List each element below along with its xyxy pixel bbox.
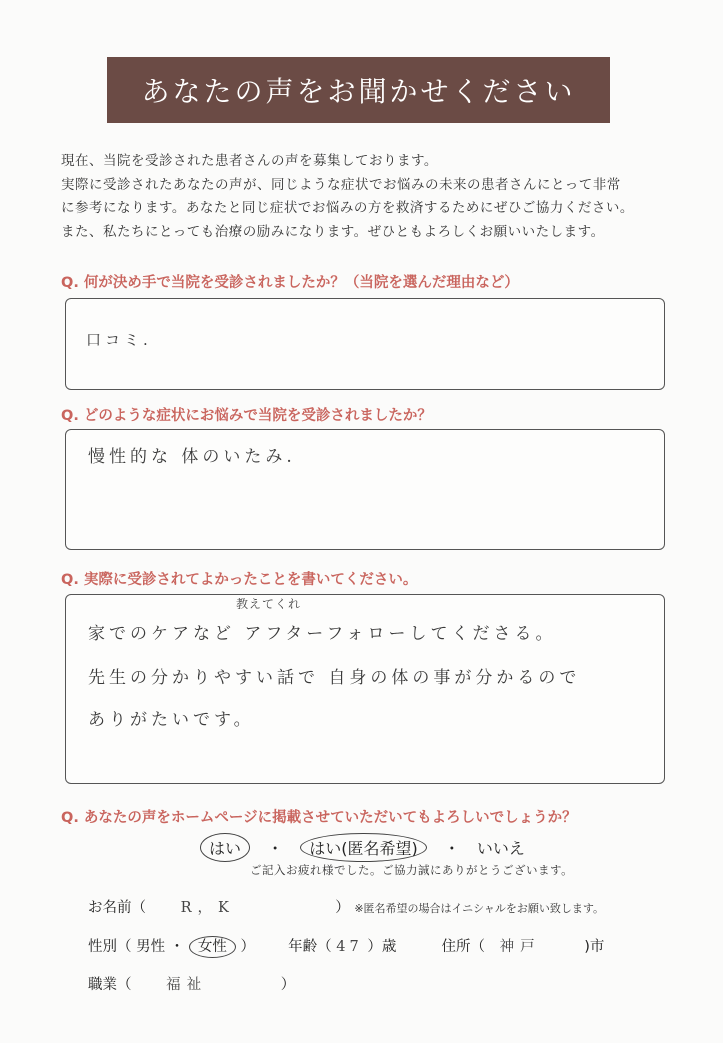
job-label: 職業（: [88, 977, 132, 993]
name-value[interactable]: R，K: [180, 900, 235, 916]
gender-option-male[interactable]: 男性: [136, 939, 166, 955]
answer-3-line-1: 家でのケアなど アフターフォローしてくださる。: [88, 624, 557, 644]
intro-line: 現在、当院を受診された患者さんの声を募集しております。: [61, 153, 438, 169]
job-close: ）: [280, 977, 296, 993]
question-1-label: Q. 何が決め手で当院を受診されましたか？（当院を選んだ理由など）: [61, 275, 519, 291]
question-3-label: Q. 実際に受診されてよかったことを書いてください。: [61, 572, 418, 588]
intro-line: に参考になります。あなたと同じ症状でお悩みの方を救済するためにぜひご協力ください。: [61, 200, 634, 216]
answer-3-line-2: 先生の分かりやすい話で 自身の体の事が分かるので: [88, 668, 581, 688]
consent-options: [200, 833, 525, 862]
question-2-label: Q. どのような症状にお悩みで当院を受診されましたか？: [61, 408, 432, 424]
age-close: ）歳: [367, 939, 397, 955]
address-label: 住所（: [441, 939, 486, 955]
job-value[interactable]: 福祉: [166, 977, 208, 993]
intro-text: [61, 150, 681, 244]
gender-close: ）: [240, 939, 255, 955]
consent-option-yes[interactable]: はい: [200, 833, 250, 862]
intro-line: また、私たちにとっても治療の励みになります。ぜひともよろしくお願いいたします。: [61, 223, 605, 240]
page-title-banner: [107, 57, 610, 123]
thanks-message: ご記入お疲れ様でした。ご協力誠にありがとうございます。: [250, 863, 574, 877]
separator: ・: [443, 839, 460, 858]
page-title: あなたの声をお聞かせください: [141, 75, 576, 108]
gender-label: 性別（: [88, 939, 132, 955]
consent-option-no[interactable]: いいえ: [476, 839, 525, 858]
gender-age-address-row: 性別（ 男性 ・ 女性 ） 年齢（ 47 ）歳 住所（ 神戸 )市: [88, 935, 604, 956]
separator: ・: [267, 839, 284, 858]
answer-2-text: 慢性的な 体のいたみ.: [88, 447, 296, 467]
answer-box-2[interactable]: [65, 429, 665, 550]
name-label: お名前（: [88, 900, 146, 916]
name-note: ※匿名希望の場合はイニシャルをお願い致します。: [354, 902, 605, 915]
consent-option-yes-anonymous[interactable]: はい(匿名希望): [300, 833, 427, 862]
name-close: ）: [335, 900, 350, 916]
consent-question-label: Q. あなたの声をホームページに掲載させていただいてもよろしいでしょうか？: [61, 810, 577, 826]
name-row: [88, 896, 604, 917]
gender-option-female[interactable]: 女性: [189, 936, 236, 958]
address-close: )市: [584, 939, 605, 955]
intro-line: 実際に受診されたあなたの声が、同じような症状でお悩みの未来の患者さんにとって非常: [61, 176, 621, 193]
age-value[interactable]: 47: [336, 939, 363, 955]
answer-1-text: 口コミ.: [86, 331, 152, 349]
age-label: 年齢（: [288, 939, 332, 955]
job-row: [88, 973, 295, 994]
answer-box-3[interactable]: [65, 594, 665, 784]
address-value[interactable]: 神戸: [499, 939, 541, 955]
insertion-note: 教えてくれ: [236, 597, 302, 611]
answer-box-1[interactable]: [65, 298, 665, 390]
answer-3-line-3: ありがたいです。: [88, 710, 255, 730]
